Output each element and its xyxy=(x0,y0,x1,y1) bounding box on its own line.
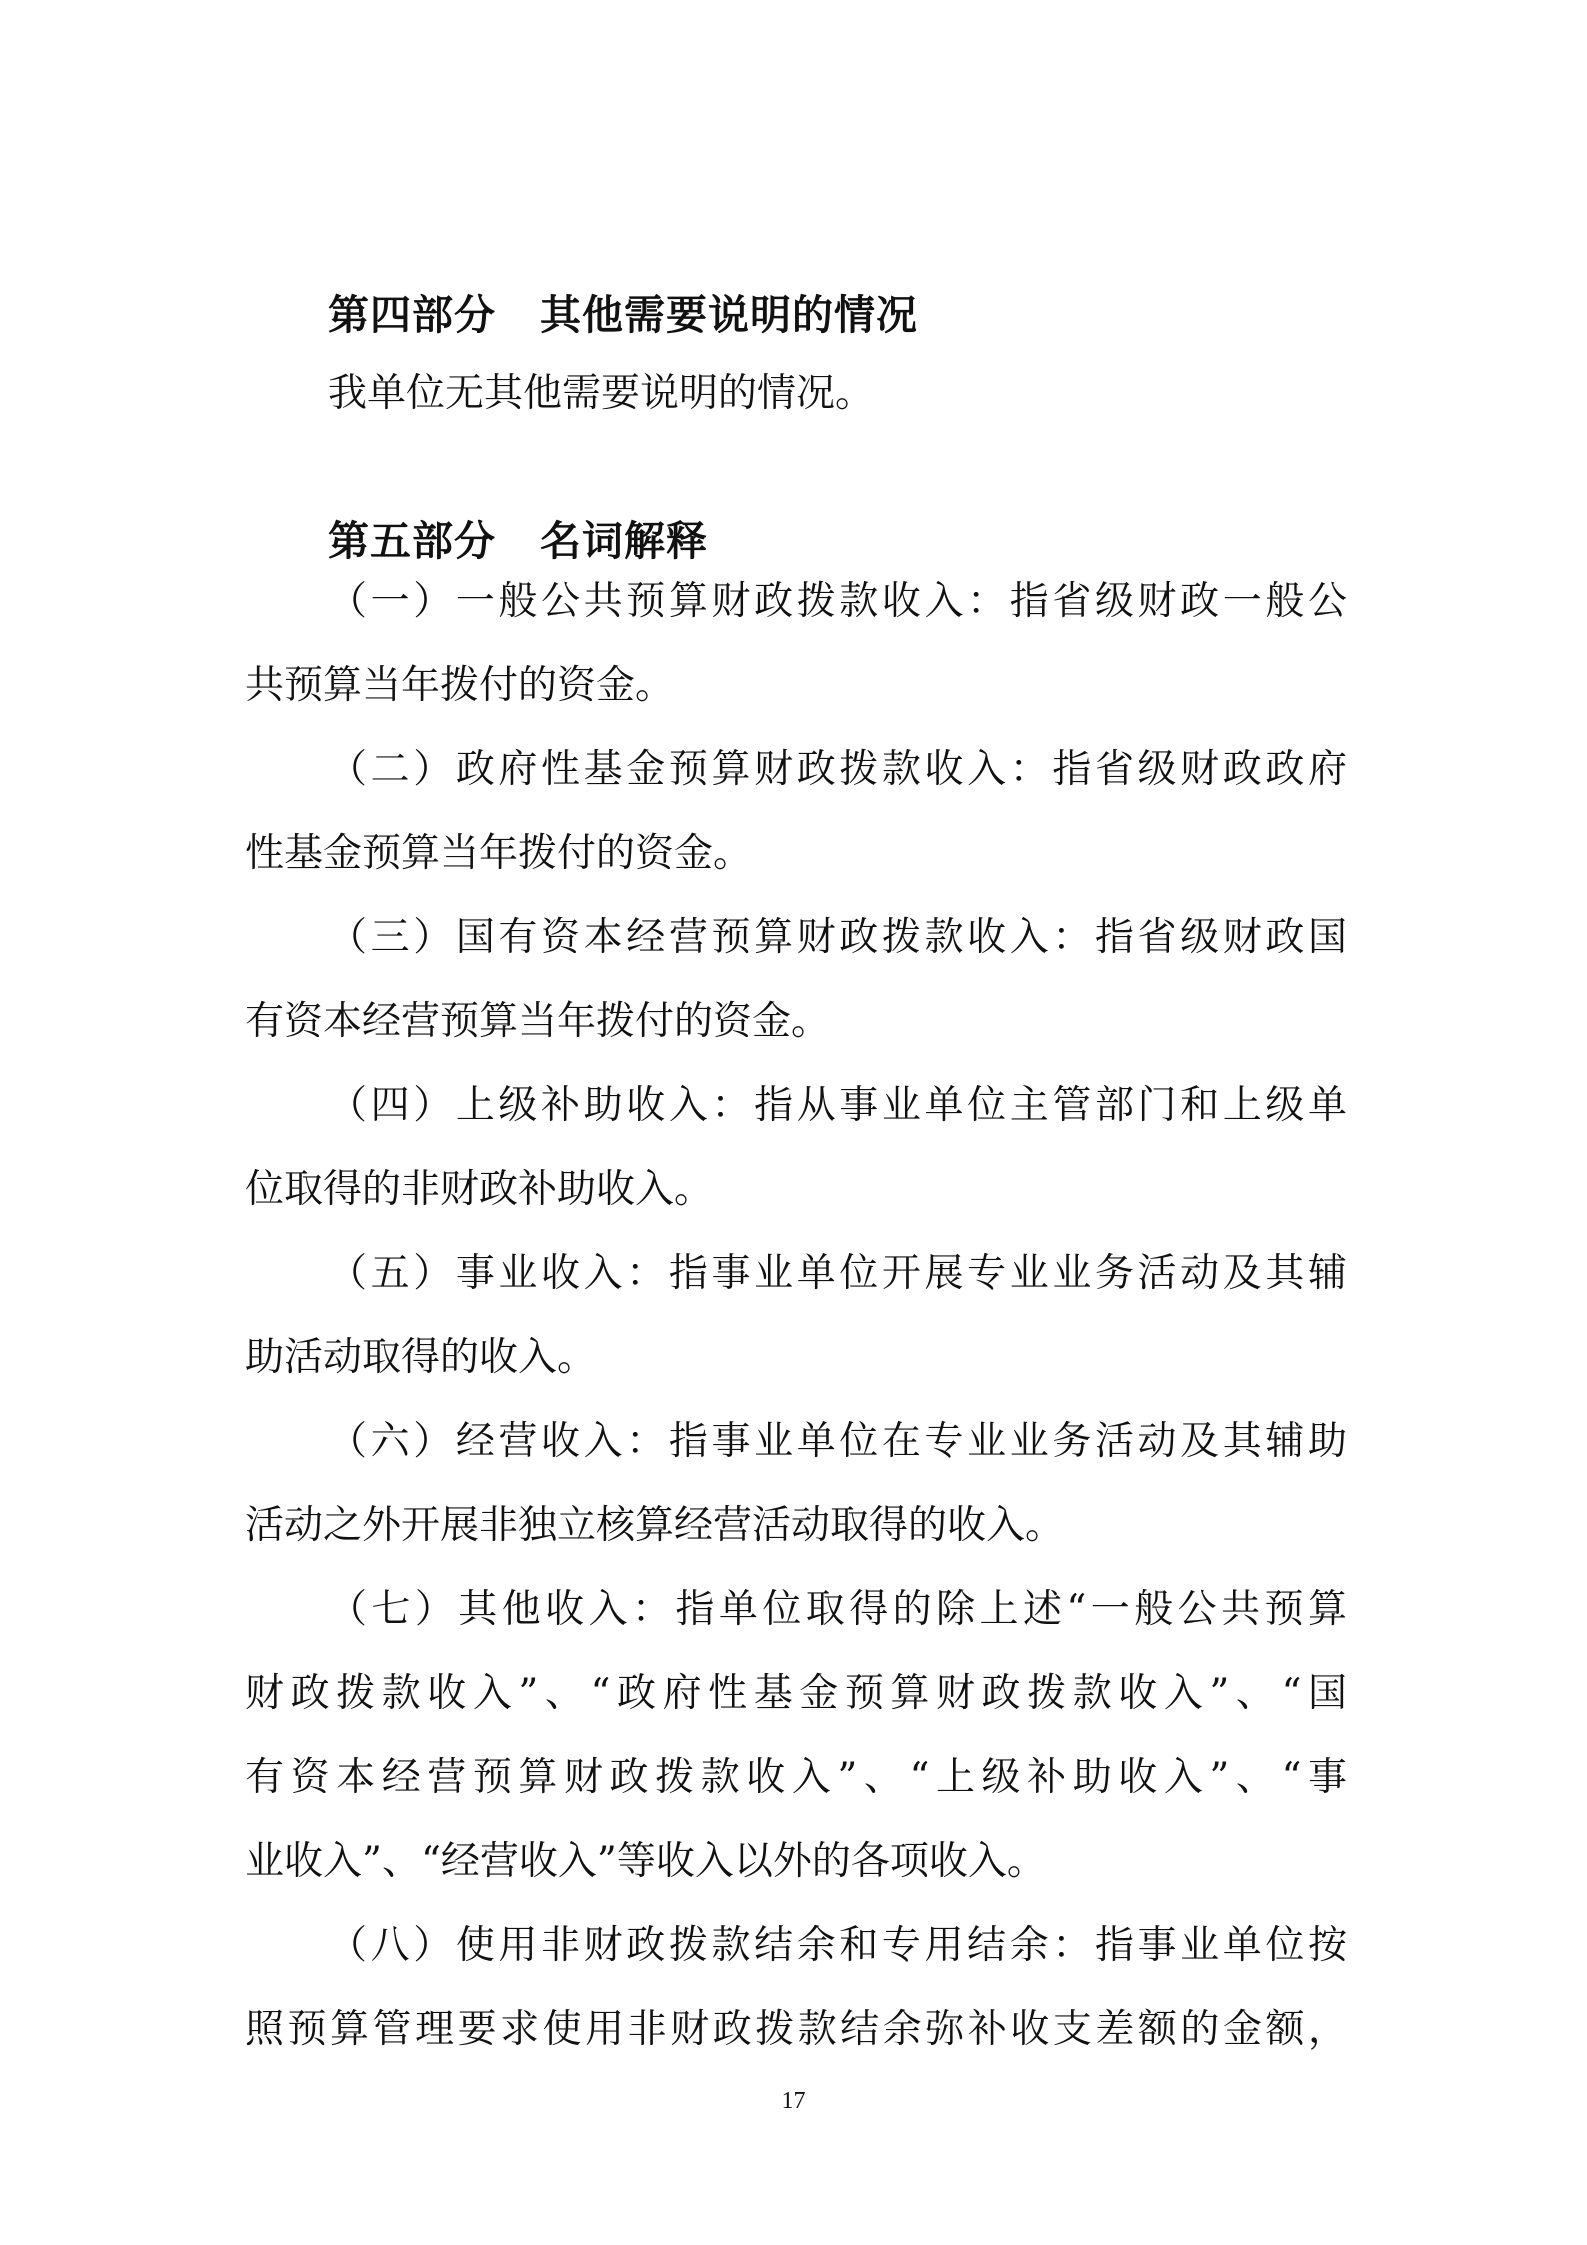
section-5-number: 第五部分 xyxy=(328,517,496,565)
term-7-line-3: 有资本经营预算财政拨款收入”、“上级补助收入”、“事 xyxy=(245,1755,1347,1800)
term-1-line-2: 共预算当年拨付的资金。 xyxy=(245,663,675,708)
term-7-line-1: （七）其他收入：指单位取得的除上述“一般公共预算 xyxy=(328,1587,1347,1632)
section-4-heading xyxy=(328,282,918,341)
section-5-title: 名词解释 xyxy=(540,517,708,565)
term-1-line-1: （一）一般公共预算财政拨款收入：指省级财政一般公 xyxy=(328,579,1347,624)
term-2-line-2: 性基金预算当年拨付的资金。 xyxy=(245,831,753,876)
page-number: 17 xyxy=(781,2088,806,2114)
term-8-line-1: （八）使用非财政拨款结余和专用结余：指事业单位按 xyxy=(328,1923,1347,1968)
term-2-line-1: （二）政府性基金预算财政拨款收入：指省级财政政府 xyxy=(328,747,1347,792)
term-3-line-1: （三）国有资本经营预算财政拨款收入：指省级财政国 xyxy=(328,915,1347,960)
term-5-line-1: （五）事业收入：指事业单位开展专业业务活动及其辅 xyxy=(328,1251,1347,1296)
section-5-heading xyxy=(328,508,708,567)
term-5-line-2: 助活动取得的收入。 xyxy=(245,1335,597,1380)
term-7-line-2: 财政拨款收入”、“政府性基金预算财政拨款收入”、“国 xyxy=(245,1671,1347,1716)
term-4-line-1: （四）上级补助收入：指从事业单位主管部门和上级单 xyxy=(328,1083,1347,1128)
term-8-line-2: 照预算管理要求使用非财政拨款结余弥补收支差额的金额， xyxy=(245,2007,1347,2052)
term-6-line-1: （六）经营收入：指事业单位在专业业务活动及其辅助 xyxy=(328,1419,1347,1464)
term-6-line-2: 活动之外开展非独立核算经营活动取得的收入。 xyxy=(245,1503,1065,1548)
section-4-body: 我单位无其他需要说明的情况。 xyxy=(328,371,875,416)
section-4-title: 其他需要说明的情况 xyxy=(540,291,918,339)
term-4-line-2: 位取得的非财政补助收入。 xyxy=(245,1167,714,1212)
term-7-line-4: 业收入”、“经营收入”等收入以外的各项收入。 xyxy=(245,1839,1046,1884)
term-3-line-2: 有资本经营预算当年拨付的资金。 xyxy=(245,999,831,1044)
section-4-number: 第四部分 xyxy=(328,291,496,339)
